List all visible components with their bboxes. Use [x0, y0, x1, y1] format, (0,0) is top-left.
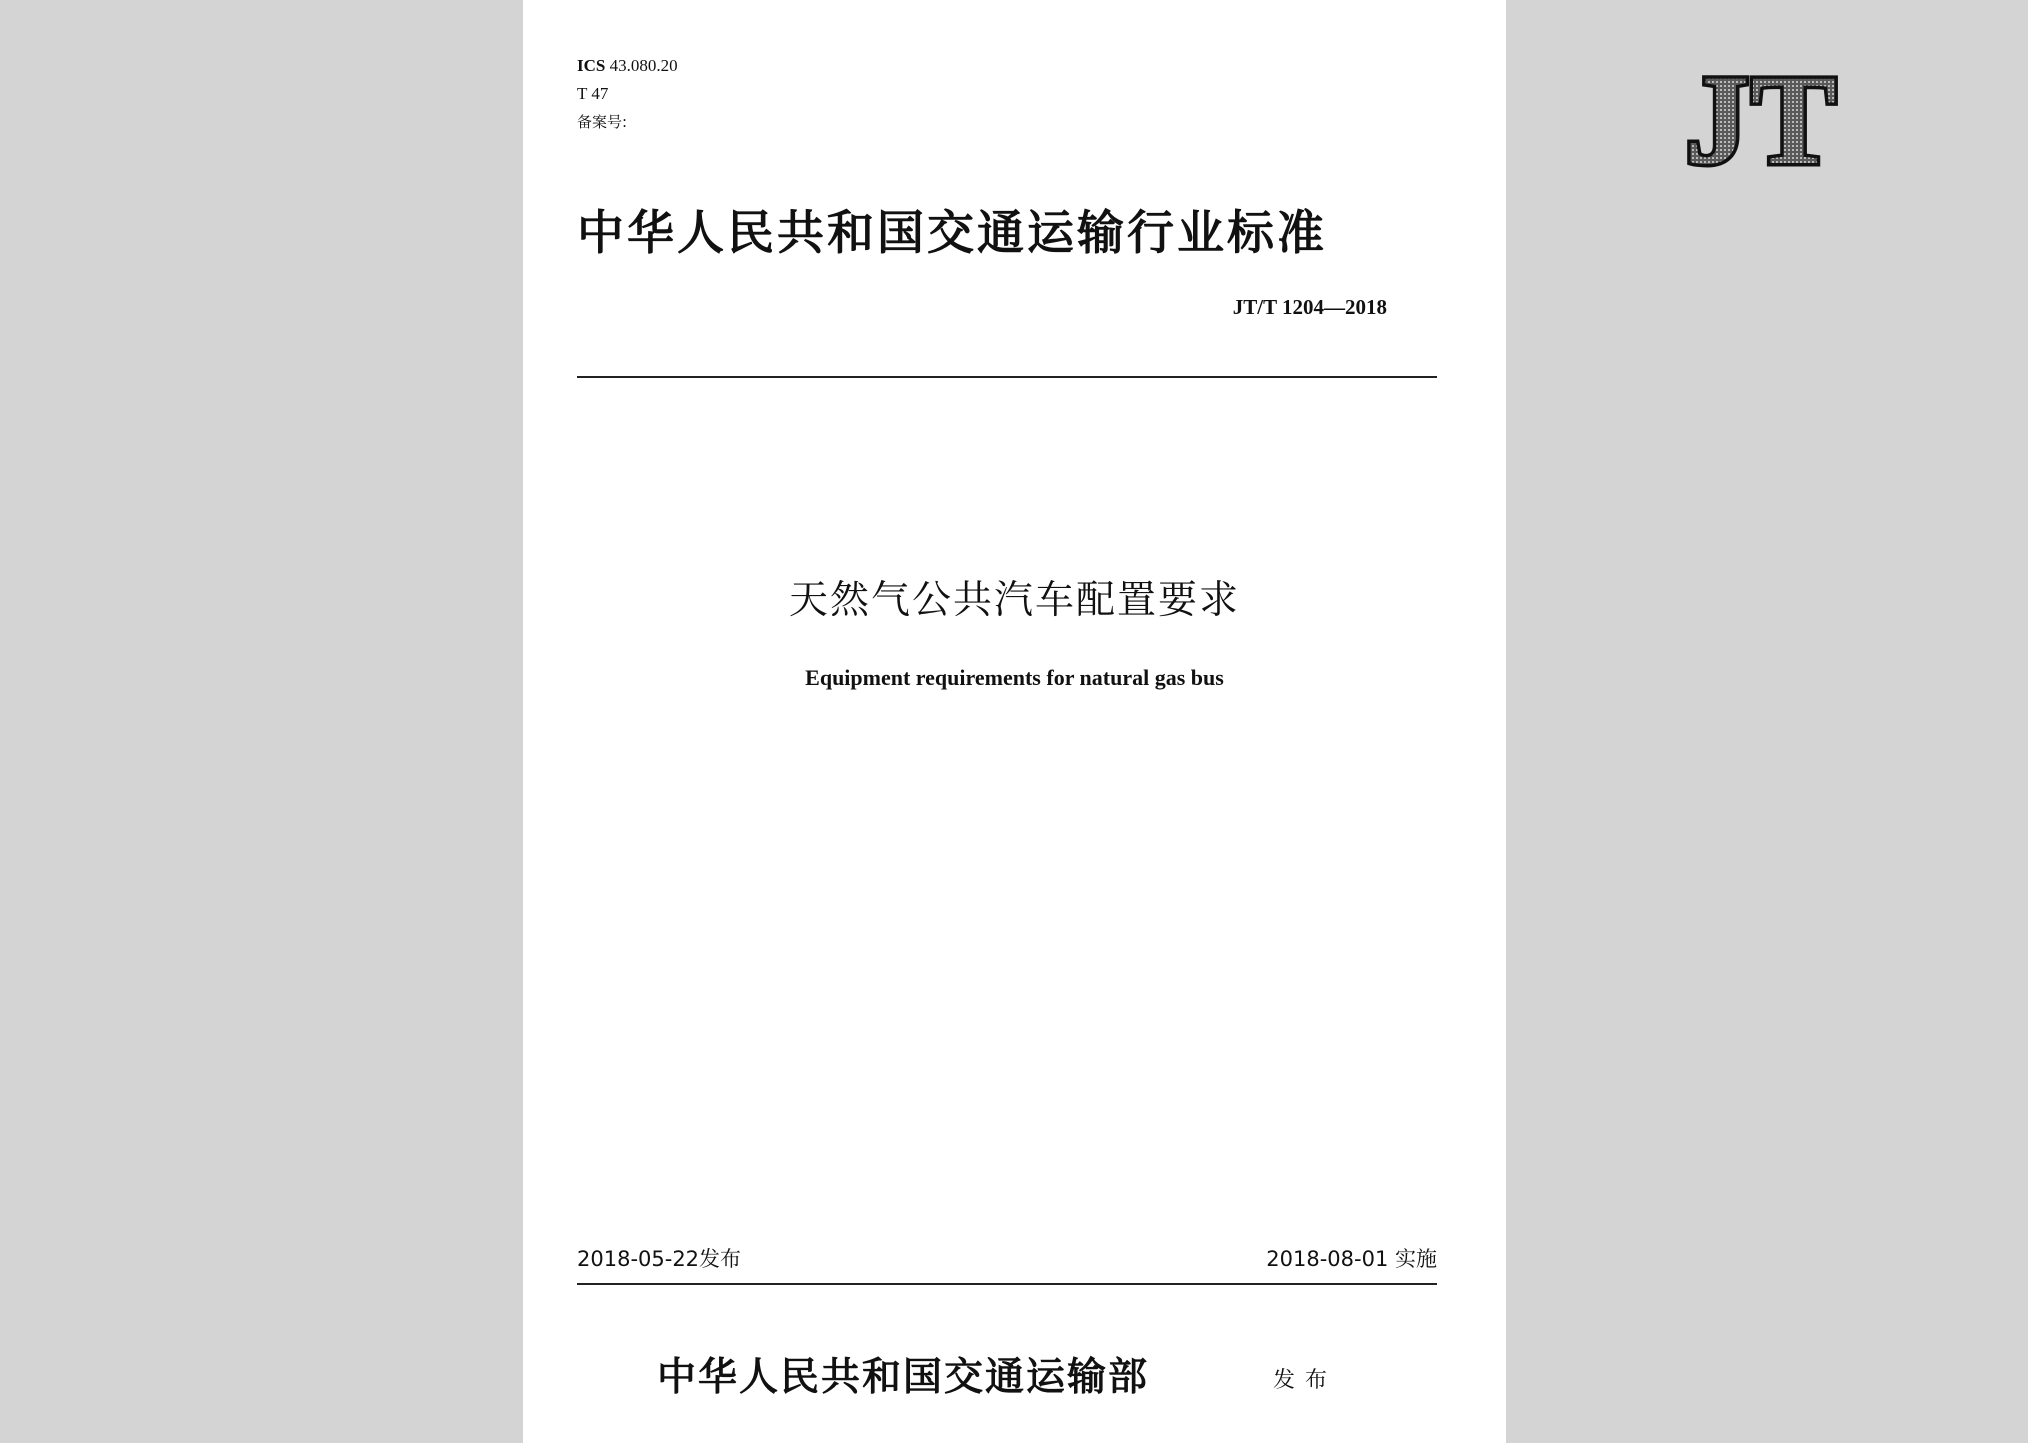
jt-logo-text: JT [1685, 62, 1839, 172]
ccs-label: T [577, 84, 588, 103]
issue-date [577, 1245, 741, 1273]
issue-date-value: 2018-05-22 [577, 1247, 700, 1271]
document-page [523, 0, 1839, 1443]
ics-code: 43.080.20 [609, 56, 678, 75]
implementation-date [1266, 1245, 1437, 1273]
ccs-classification [577, 84, 608, 104]
document-title-zh: 天然气公共汽车配置要求 [788, 578, 1240, 623]
issue-date-label: 发布 [699, 1247, 742, 1271]
publish-label: 发布 [1273, 1368, 1338, 1393]
standard-code: JT/T 1204—2018 [1232, 295, 1387, 319]
footer-divider [577, 1283, 1437, 1285]
ics-label: ICS [577, 56, 606, 75]
ics-classification [577, 56, 678, 76]
jt-logo-icon [1155, 62, 1885, 172]
implementation-date-value: 2018-08-01 [1266, 1247, 1389, 1271]
standard-type-heading: 中华人民共和国交通运输行业标准 [577, 206, 1327, 261]
implementation-date-label: 实施 [1395, 1247, 1437, 1271]
record-number-label: 备案号: [577, 113, 628, 131]
ccs-code: 47 [591, 84, 609, 103]
document-title-en: Equipment requirements for natural gas bus [805, 665, 1224, 690]
publisher-name: 中华人民共和国交通运输部 [657, 1354, 1150, 1400]
header-divider [577, 376, 1437, 378]
